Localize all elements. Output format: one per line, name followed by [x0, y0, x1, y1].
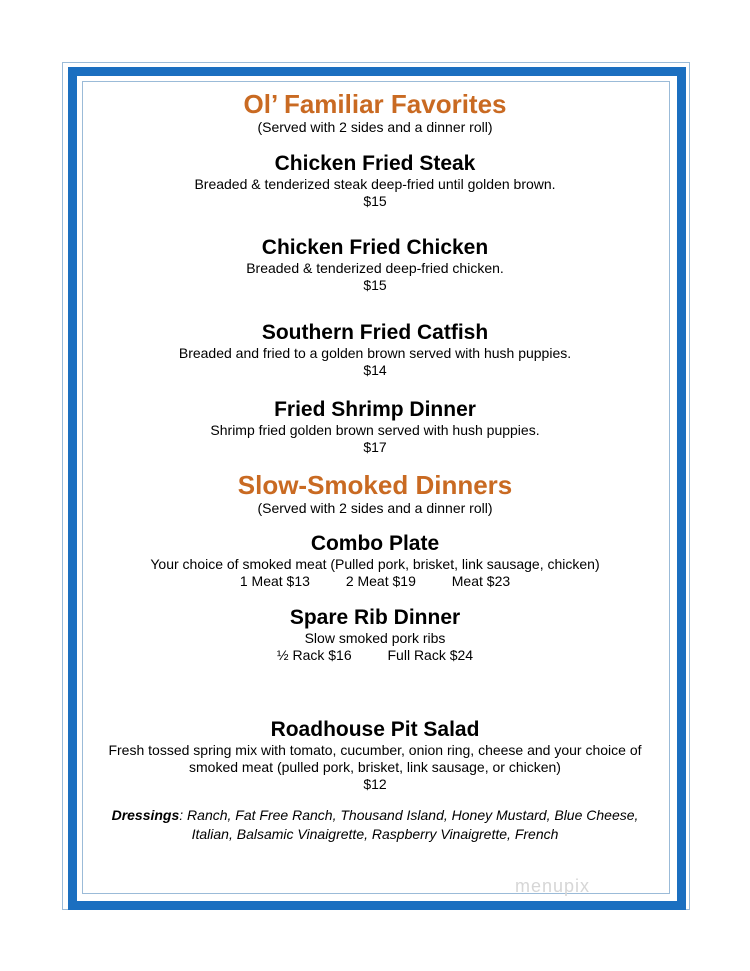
menu-item: [85, 531, 665, 590]
item-price-options: [85, 647, 665, 664]
section-title: Ol’ Familiar Favorites: [243, 89, 507, 119]
dressings-label: Dressings: [111, 807, 180, 823]
item-price: 2 Meat $19: [345, 573, 416, 589]
item-name: Combo Plate: [310, 532, 440, 555]
item-price: $17: [363, 439, 387, 455]
item-description-line: smoked meat (pulled pork, brisket, link sausage, or chicken): [189, 759, 561, 775]
item-price: 1 Meat $13: [239, 573, 310, 589]
item-price: $12: [363, 776, 387, 792]
item-price: ½ Rack $16: [276, 647, 352, 663]
salad-item: [85, 717, 665, 793]
item-name: Fried Shrimp Dinner: [274, 398, 476, 421]
dressings-options: : Ranch, Fat Free Ranch, Thousand Island, Honey Mustard, Blue Cheese,: [179, 807, 639, 823]
menu-item: [85, 397, 665, 456]
watermark: menupix: [515, 876, 591, 896]
item-price: Meat $23: [451, 573, 511, 589]
menu-item: [85, 235, 665, 294]
item-description: Shrimp fried golden brown served with hush puppies.: [210, 422, 540, 438]
section-slow-smoked-dinners: [85, 470, 665, 664]
dressings-line: [85, 806, 665, 825]
menu-item: [85, 151, 665, 210]
item-name: Southern Fried Catfish: [261, 321, 489, 344]
item-description-line: Fresh tossed spring mix with tomato, cucumber, onion ring, cheese and your choice of: [108, 742, 642, 758]
item-price: $15: [363, 193, 387, 209]
menu-item: [85, 320, 665, 379]
dressings-line: Italian, Balsamic Vinaigrette, Raspberry Vinaigrette, French: [191, 826, 559, 842]
item-name: Chicken Fried Chicken: [261, 236, 489, 259]
item-name: Spare Rib Dinner: [289, 606, 461, 629]
section-title: Slow-Smoked Dinners: [237, 470, 513, 500]
menu-content: [85, 85, 665, 844]
item-price: Full Rack $24: [387, 647, 474, 663]
menu-item: [85, 605, 665, 664]
dressings-list: [85, 806, 665, 844]
item-name: Chicken Fried Steak: [274, 152, 476, 175]
item-description: Breaded & tenderized steak deep-fried until golden brown.: [194, 176, 556, 192]
item-price: $14: [363, 362, 387, 378]
section-subtitle: (Served with 2 sides and a dinner roll): [257, 500, 493, 516]
item-price: $15: [363, 277, 387, 293]
item-description: Your choice of smoked meat (Pulled pork, brisket, link sausage, chicken): [150, 556, 600, 572]
item-description: Breaded and fried to a golden brown served with hush puppies.: [178, 345, 572, 361]
section-subtitle: (Served with 2 sides and a dinner roll): [257, 119, 493, 135]
section-familiar-favorites: [85, 89, 665, 456]
item-price-options: [85, 573, 665, 590]
item-name: Roadhouse Pit Salad: [270, 718, 480, 741]
item-description: Breaded & tenderized deep-fried chicken.: [246, 260, 504, 276]
item-description: Slow smoked pork ribs: [304, 630, 446, 646]
